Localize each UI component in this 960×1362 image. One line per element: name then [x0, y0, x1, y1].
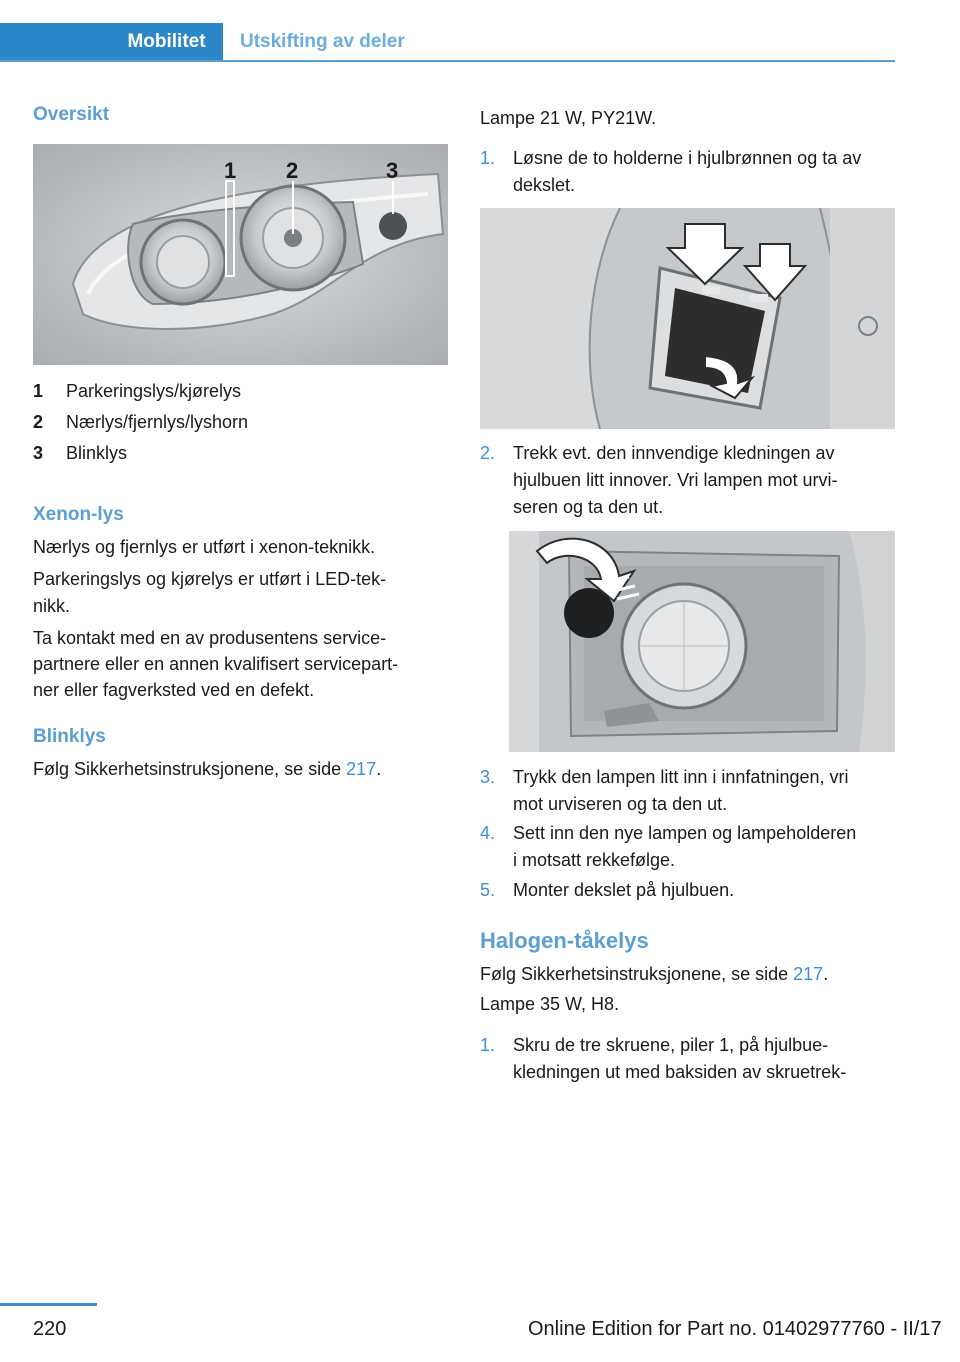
tab-accent	[0, 23, 110, 60]
step-text	[513, 440, 895, 521]
step-number: 3.	[480, 767, 496, 787]
page-link-217[interactable]: 217	[346, 759, 377, 779]
wheel-well-figure	[480, 208, 895, 429]
xenon-text-3-line3: ner eller fagverksted ved en defekt.	[33, 680, 315, 700]
step-item	[480, 440, 895, 521]
step-line: hjulbuen litt innover. Vri lampen mot urvi-	[513, 470, 838, 490]
xenon-text-2-line1: Parkeringslys og kjørelys er utført i LED-tek-	[33, 569, 387, 589]
xenon-text-1: Nærlys og fjernlys er utført i xenon-teknikk.	[33, 537, 376, 557]
step-line: Sett inn den nye lampen og lampeholderen	[513, 823, 857, 843]
legend-item	[33, 379, 241, 403]
step-text	[513, 764, 895, 818]
callout-2: 2	[286, 158, 299, 183]
step-number: 1.	[480, 1035, 496, 1055]
step-text	[513, 145, 895, 199]
step-item	[480, 820, 895, 874]
step-line: kledningen ut med baksiden av skruetrek-	[513, 1062, 847, 1082]
edition-note: Online Edition for Part no. 01402977760 - II/17	[528, 1318, 942, 1340]
legend-number: 1	[33, 381, 44, 401]
step-text	[513, 820, 895, 874]
tab-mobilitet[interactable]: Mobilitet	[110, 23, 223, 60]
callout-3: 3	[386, 158, 399, 183]
step-line: Løsne de to holderne i hjulbrønnen og ta av	[513, 148, 862, 168]
legend-number: 2	[33, 412, 44, 432]
xenon-text-3-line1: Ta kontakt med en av produsentens service-	[33, 628, 387, 648]
step-item	[480, 877, 895, 904]
xenon-text-3-line2: partnere eller en annen kvalifisert servicepart-	[33, 654, 399, 674]
step-number: 1.	[480, 148, 496, 168]
blinklys-sentence: Følg Sikkerhetsinstruksjonene, se side	[33, 759, 347, 779]
wheel-well-illustration	[480, 208, 895, 429]
blinklys-text	[33, 756, 381, 783]
period: .	[823, 964, 829, 984]
legend-number: 3	[33, 443, 44, 463]
heading-xenon-lys: Xenon-lys	[33, 504, 124, 525]
heading-oversikt: Oversikt	[33, 104, 110, 125]
headlight-illustration	[33, 144, 448, 365]
legend-label: Blinklys	[66, 443, 128, 463]
legend-item	[33, 410, 248, 434]
legend-label: Nærlys/fjernlys/lyshorn	[66, 412, 249, 432]
step-text	[513, 1032, 895, 1086]
headlight-figure	[33, 144, 448, 365]
heading-halogen-takelys: Halogen-tåkelys	[480, 928, 649, 953]
step-line: seren og ta den ut.	[513, 497, 664, 517]
step-line: dekslet.	[513, 175, 576, 195]
step-item	[480, 145, 895, 199]
tab-utskifting-av-deler[interactable]: Utskifting av deler	[240, 31, 405, 52]
halogen-sentence: Følg Sikkerhetsinstruksjonene, se side	[480, 964, 794, 984]
heading-blinklys: Blinklys	[33, 726, 106, 747]
page-number: 220	[33, 1318, 67, 1340]
step-number: 4.	[480, 823, 496, 843]
step-number: 5.	[480, 880, 496, 900]
step-line: Trykk den lampen litt inn i innfatningen, vri	[513, 767, 849, 787]
step-line: Skru de tre skruene, piler 1, på hjulbue-	[513, 1035, 829, 1055]
step-item	[480, 1032, 895, 1086]
lamp-spec-21w: Lampe 21 W, PY21W.	[480, 108, 657, 128]
lamp-spec-35w: Lampe 35 W, H8.	[480, 994, 620, 1014]
step-line: mot urviseren og ta den ut.	[513, 794, 728, 814]
legend-label: Parkeringslys/kjørelys	[66, 381, 242, 401]
legend-item	[33, 441, 127, 465]
header-tab-bar	[0, 0, 895, 62]
callout-1: 1	[224, 158, 237, 183]
step-line: Trekk evt. den innvendige kledningen av	[513, 443, 835, 463]
halogen-text	[480, 961, 828, 988]
page-link-217[interactable]: 217	[793, 964, 824, 984]
lamp-removal-illustration	[509, 531, 895, 752]
xenon-text-2-line2: nikk.	[33, 596, 71, 616]
step-line: Monter dekslet på hjulbuen.	[513, 880, 735, 900]
period: .	[376, 759, 382, 779]
step-text	[513, 877, 895, 904]
step-item	[480, 764, 895, 818]
footer-rule	[0, 1303, 97, 1306]
lamp-removal-figure	[509, 531, 895, 752]
step-number: 2.	[480, 443, 496, 463]
step-line: i motsatt rekkefølge.	[513, 850, 676, 870]
